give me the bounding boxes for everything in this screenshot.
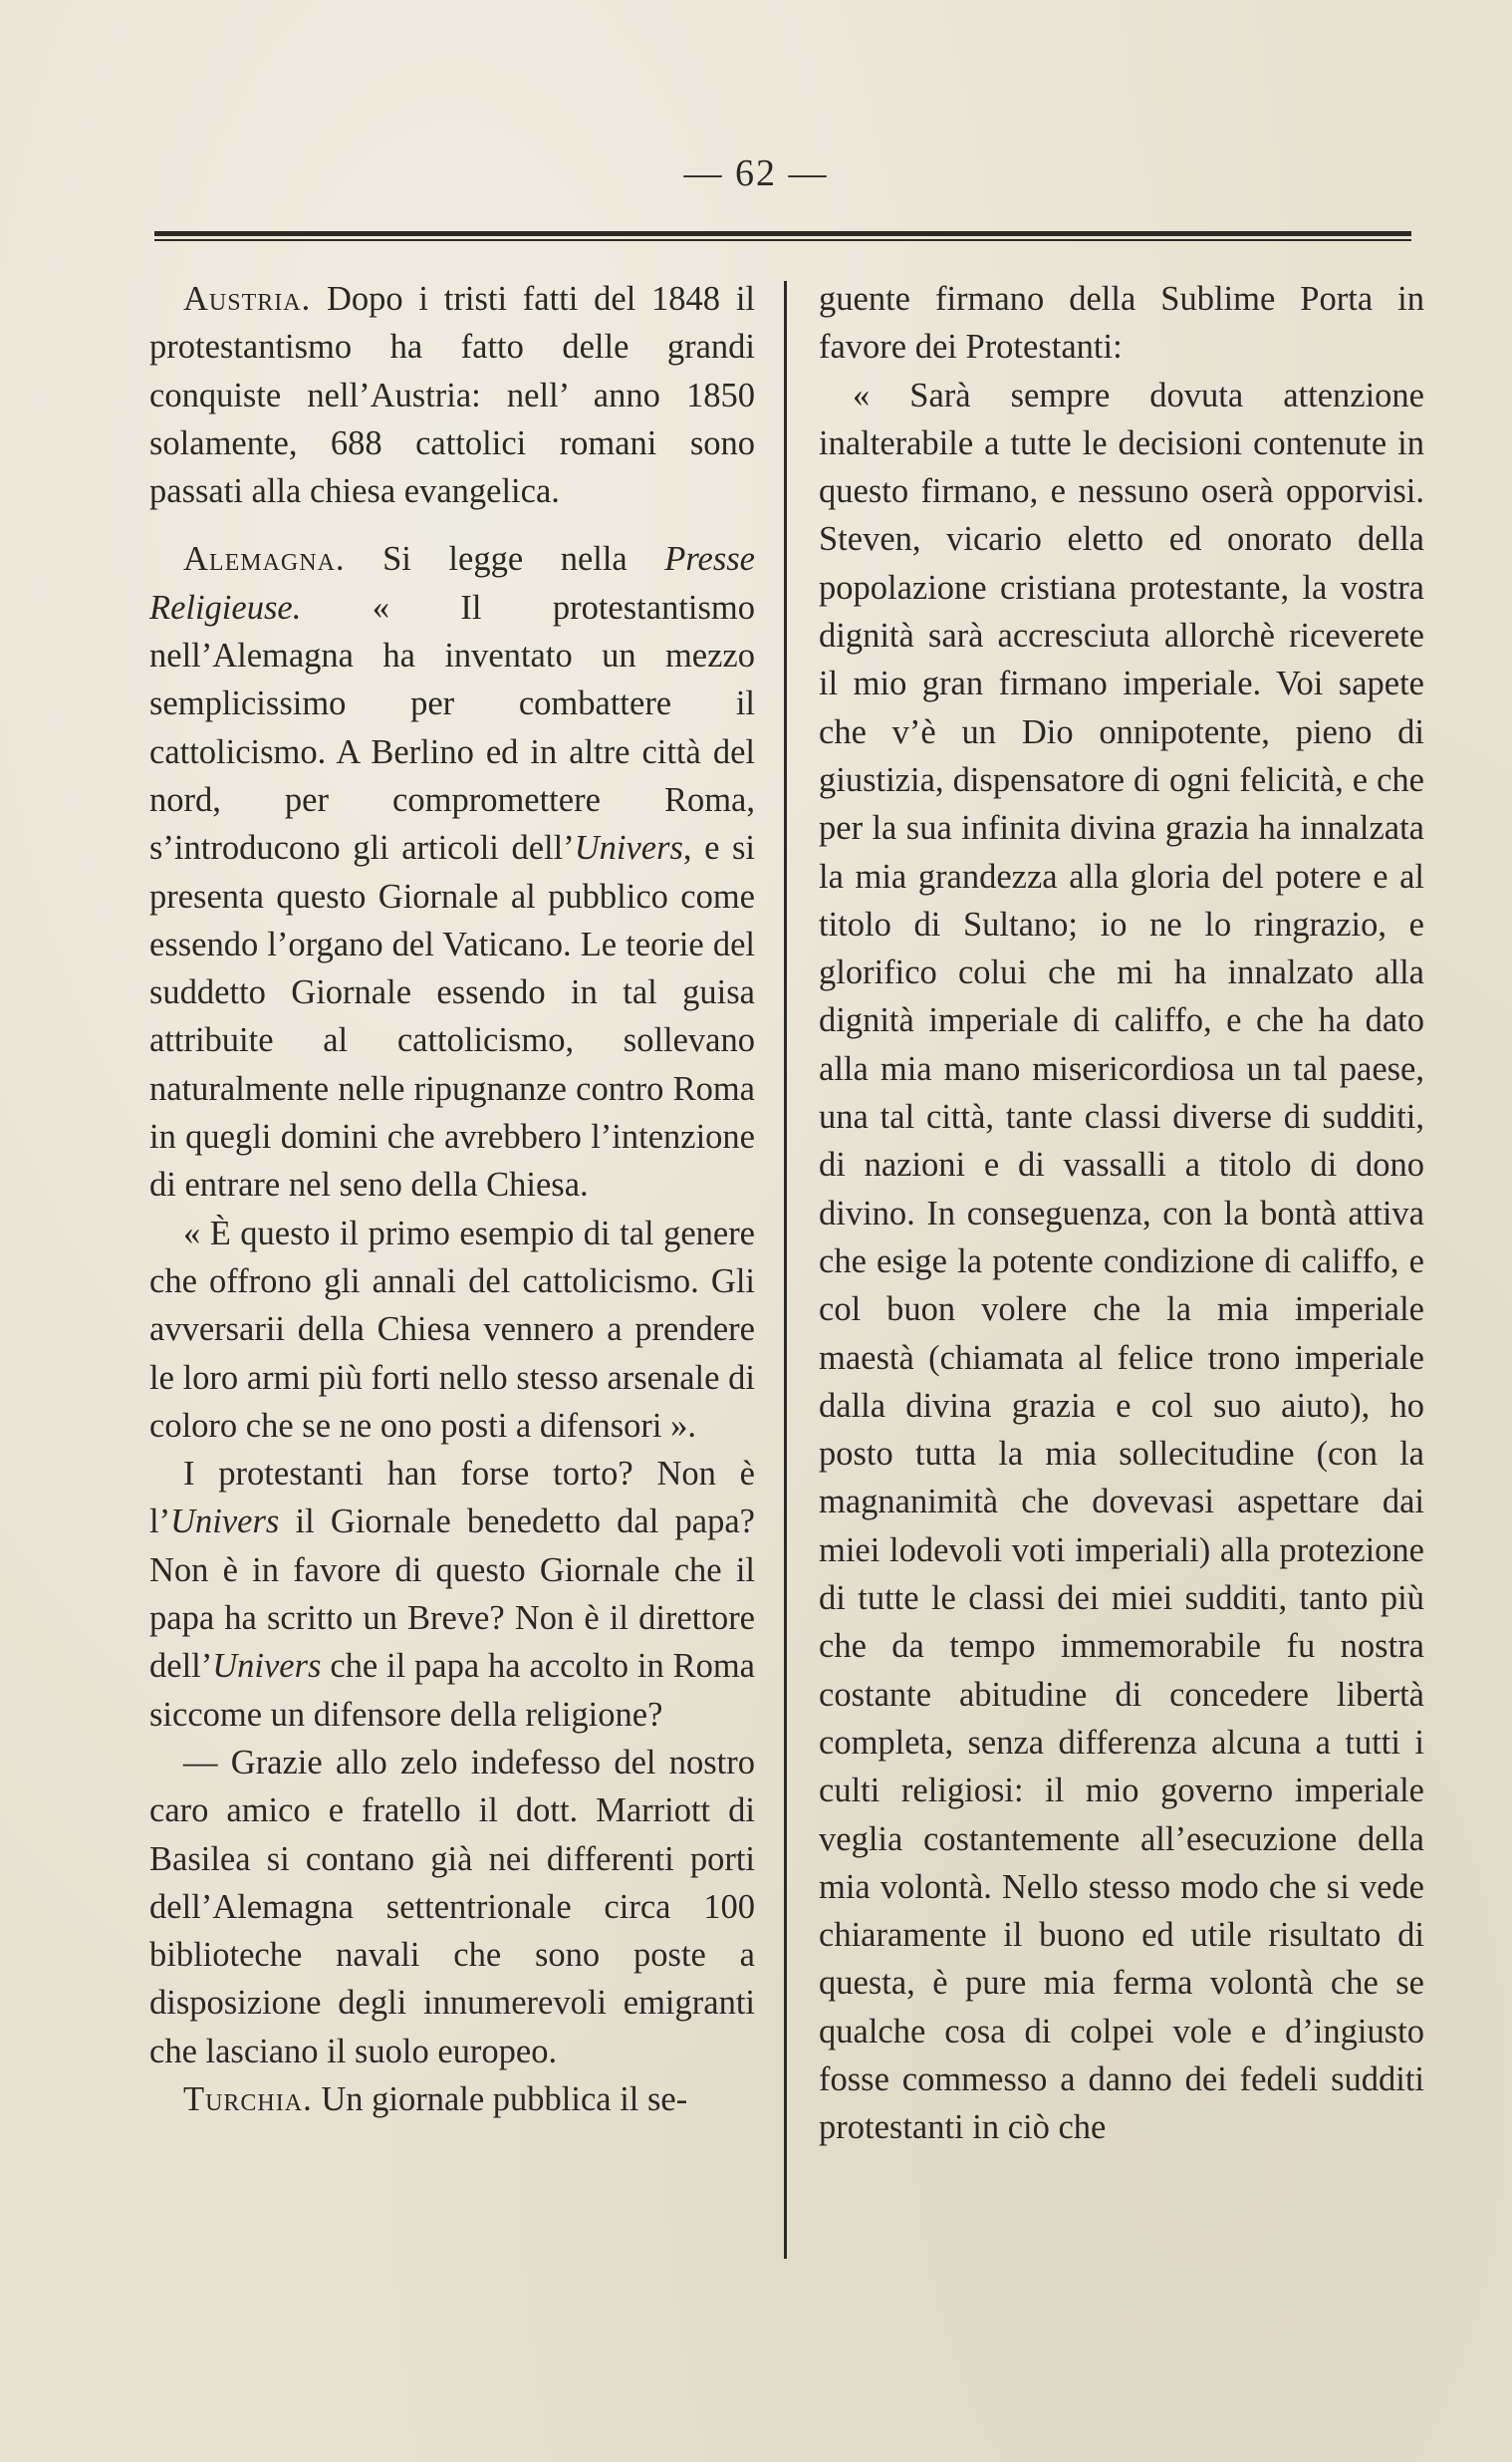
paragraph-text: I protestanti han forse torto? Non è l’	[149, 1455, 755, 1541]
paragraph-text: Si legge nella	[345, 540, 665, 579]
paragraph-text: Un giornale pubblica il se-	[312, 2079, 688, 2118]
paragraph-firmano-intro: guente firmano della Sublime Porta in favore dei Protestanti:	[819, 280, 1424, 367]
section-heading-turchia: Turchia.	[183, 2079, 313, 2118]
journal-title: Univers	[212, 1647, 322, 1686]
paragraph-firmano-text: « Sarà sempre dovuta attenzione inalterabile a tutte le decisioni contenute in questo firmano, e nessuno oserà opporvisi. Steven, vicario eletto ed onorato della popolazione cristiana protestante, la vostra dignità sarà accresciuta allorchè riceverete il mio gran firmano imperiale. Voi sapete che v’è un Dio onnipotente, pieno di giustizia, dispensatore di ogni felicità, e che per la sua infinita divina grazia ha innalzata la mia grandezza alla gloria del potere e al titolo di Sultano; io ne lo ringrazio, e glorifico colui che mi ha innalzato alla dignità imperiale di califfo, e che ha dato alla mia mano misericordiosa un tal paese, una tal città, tante classi diverse di sudditi, di nazioni e di vassalli a titolo di dono divino. In conseguenza, con la bontà attiva che esige la potente condizione di califfo, e col buon volere che la mia imperiale maestà (chiamata al felice trono imperiale dalla divina grazia e col suo aiuto), ho posto tutta la mia sollecitudine (con la magnanimità che dovevasi aspettare dai miei lodevoli voti imperiali) alla protezione di tutte le classi dei miei sudditi, tanto più che da tempo immemorabile fu nostra costante abitudine di concedere libertà completa, senza differenza alcuna a tutti i culti religiosi: il mio governo imperiale veglia costantemente all’esecuzione della mia volontà. Nello stesso modo che si vede chiaramente il buono ed utile risultato di questa, è pure mia ferma volontà che se qualche cosa di colpei vole e d’ingiusto fosse commesso a danno dei fedeli sudditi protestanti in ciò che	[819, 376, 1424, 2147]
paragraph-text: il Giornale benedetto dal papa? Non è in favore di questo Giornale che il papa ha scritto un Breve? Non è il direttore dell’	[149, 1503, 755, 1686]
paragraph-marriott: — Grazie allo zelo indefesso del nostro caro amico e fratello il dott. Marriott di Basilea si contano già nei differenti porti dell’Alemagna settentrionale circa 100 biblioteche navali che sono poste a disposizione degli innumerevoli emigranti che lasciano il suolo europeo.	[149, 1743, 755, 2070]
paragraph-text: Dopo i tristi fatti del 1848 il protestantismo ha fatto delle grandi conquiste nell’Austria: nell’ anno 1850 solamente, 688 cattolici romani sono passati alla chiesa evangelica.	[149, 280, 755, 511]
header-rule	[154, 231, 1411, 241]
paragraph-text: , e si presenta questo Giornale al pubblico come essendo l’organo del Vaticano. Le teorie del suddetto Giornale essendo in tal guisa attribuite al cattolicismo, sollevano naturalmente nelle ripugnanze contro Roma in quegli domini che avrebbero l’intenzione di entrare nel seno della Chiesa.	[149, 829, 756, 1205]
paragraph-text: « Il protestantismo nell’Alemagna ha inventato un mezzo semplicissimo per combattere il cattolicismo. A Berlino ed in altre città del nord, per compromettere Roma, s’introducono gli articoli dell’	[149, 588, 755, 868]
page-number: — 62 —	[683, 152, 829, 194]
left-column	[149, 275, 755, 2123]
journal-title: Presse Religieuse.	[149, 540, 755, 627]
journal-title: Univers	[170, 1503, 280, 1541]
right-column	[819, 275, 1424, 2152]
paragraph-quote: « È questo il primo esempio di tal genere che offrono gli annali del cattolicismo. Gli avversarii della Chiesa vennero a prendere le loro armi più forti nello stesso arsenale di coloro che se ne ono posti a difensori ».	[149, 1214, 755, 1445]
column-divider	[784, 281, 787, 2259]
paragraph-austria	[149, 275, 755, 515]
section-heading-austria: Austria.	[183, 280, 312, 318]
journal-title: Univers	[574, 829, 683, 868]
paragraph-text: che il papa ha accolto in Roma siccome un difensore della religione?	[149, 1647, 755, 1734]
paragraph-alemagna	[149, 535, 755, 1209]
section-heading-alemagna: Alemagna.	[183, 540, 346, 579]
paragraph-questions	[149, 1450, 755, 1739]
paragraph-turchia	[149, 2075, 755, 2123]
